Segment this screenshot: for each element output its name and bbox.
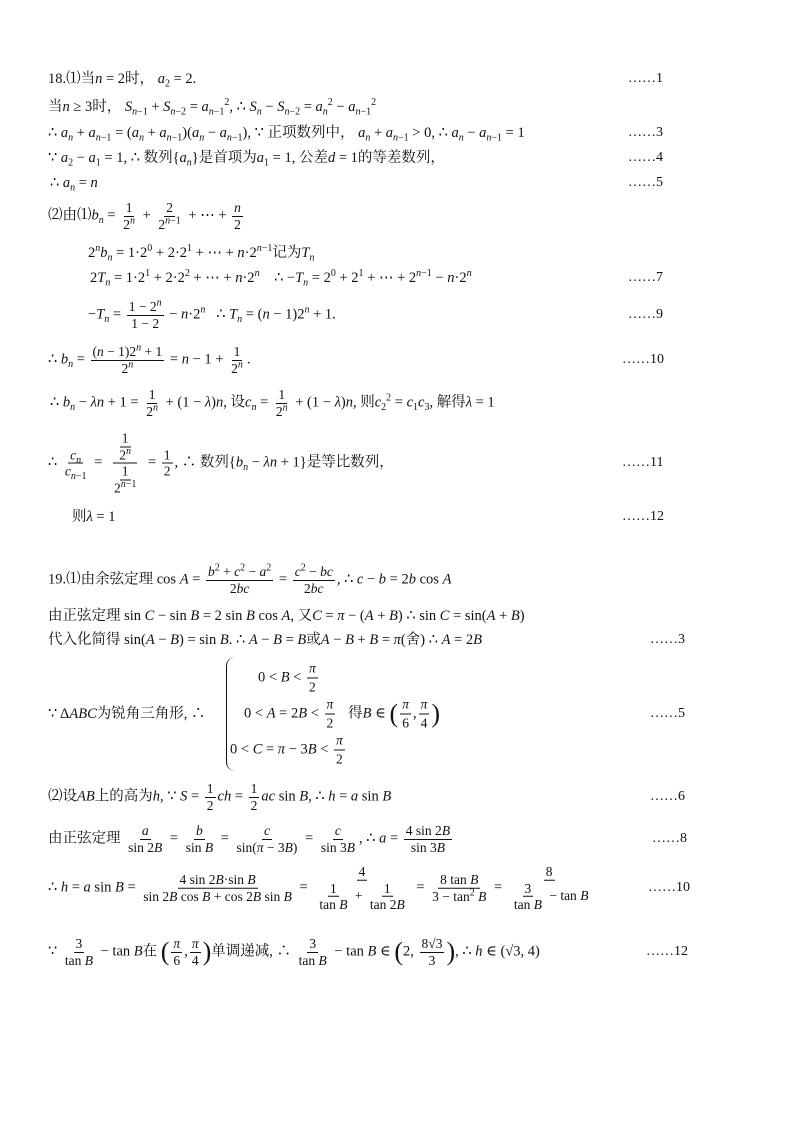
- score-t5: ……5: [650, 706, 685, 721]
- p18-line-6: ⑵由$⑴b_n$ = $\frac{1}{2^n}$ + $\frac{2}{2^{n-1}}$ + ⋯ + $\frac{n}{2}$: [48, 200, 241, 232]
- p19-line-1: 19.⑴由余弦定理 cos A = $\frac{b^2 + c^2 - a^2}{2bc}$ = $\frac{c^2 - bc}{2bc}$ , ∴ c − b = 2b cos A: [48, 562, 452, 596]
- score-1: ……1: [628, 71, 663, 86]
- system-row-3: 0 < C = π − 3B < $\frac{\pi}{2}$: [230, 732, 343, 767]
- p18-line-9: $-T_n$ = $\frac{1 - 2^n}{1 - 2}$ − $n\cdot 2^n$ ∴ $T_n = (n - 1)2^n + 1$.: [88, 297, 336, 331]
- p18-line-2: 当n ≥ 3时， $S_{n-1} + S_{n-2} = a_{n-1}^2$, ∴ $S_n - S_{n-2} = a_n^2 - a_{n-1}^2$: [48, 96, 377, 118]
- p19-line-5: ⑵设AB上的高为h, ∵ S = $\frac{1}{2}$ ch = $\frac{1}{2}$ ac sin B, ∴ h = a sin B: [48, 781, 392, 813]
- p19-line-2: 由正弦定理 sin C − sin B = 2 sin B cos A, 又C = π − (A + B) ∴ sin C = sin(A + B): [48, 607, 525, 624]
- p18-line-11: ∴ $b_n - \lambda n + 1$ = $\frac{1}{2^n}$ + (1 − λ)n, 设$c_n$ = $\frac{1}{2^n}$ + (1 − λ)n, 则$c_2^2 = c_1c_3$, 解得λ = 1: [50, 387, 495, 419]
- score-10: ……10: [622, 352, 664, 367]
- p19-line-8: ∵ $\frac{3}{\text{tan B}}$ − tan B在 ( $\frac{\pi}{6}$ , $\frac{\pi}{4}$ )单调递减, ∴ $\frac{3}{\text{tan B}}$ − tan B ∈ (2, $\frac{8√3}{3}$ ), ∴ h ∈ (√3, 4): [48, 936, 540, 968]
- p19-line-3: 代入化简得 sin(A − B) = sin B. ∴ A − B = B或A − B + B = π(舍) ∴ A = 2B: [48, 631, 482, 648]
- score-t10: ……10: [648, 880, 690, 895]
- score-t6: ……6: [650, 789, 685, 804]
- score-7: ……7: [628, 270, 663, 285]
- system-row-1: 0 < B < $\frac{\pi}{2}$: [258, 660, 316, 695]
- score-3: ……3: [628, 125, 663, 140]
- p18-line-10: ∴ $b_n$ = $\frac{(n - 1)2^n + 1}{2^n}$ = n − 1 + $\frac{1}{2^n}$ .: [48, 342, 251, 376]
- score-5: ……5: [628, 175, 663, 190]
- score-t12: ……12: [646, 944, 688, 959]
- score-9: ……9: [628, 307, 663, 322]
- p18-line-12: ∴ $\frac{c_n}{c_{n-1}}$ = $\frac{\frac{1}{2^n}}{\frac{1}{2^{n-1}}}$ = $\frac{1}{2}$ , ∴ 数列$\{b_n - \lambda n + 1\}$是等比数列，: [48, 430, 394, 495]
- score-t3: ……3: [650, 632, 685, 647]
- score-12: ……12: [622, 509, 664, 524]
- p19-line-7: ∴ h = a sin B = $\frac{\text{4 sin 2B·sin B}}{\text{sin 2B cos B + cos 2B sin B}}$ = 4 $\frac{1}{\text{tan B}}$ + $\frac{1}{\tan 2B}$ = $\frac{\text{8 tan B}}{3 - \tan^2 B}$ = 8 $\frac{3}{\text{tan B}}$ − tan B: [48, 863, 589, 912]
- p18-line-1: 18.⑴当n = 2时， $a_2 = 2$.: [48, 70, 197, 90]
- system-row-2: 0 < A = 2B < $\frac{\pi}{2}$ 得B ∈ ( $\frac{\pi}{6}$ , $\frac{\pi}{4}$ ): [244, 696, 441, 731]
- score-11: ……11: [622, 455, 664, 470]
- p18-line-8: $2T_n = 1\cdot 2^1 + 2\cdot 2^2$ + ⋯ + $n\cdot 2^n$ ∴ $-T_n = 2^0 + 2^1$ + ⋯ + $2^{n-1} - n\cdot 2^n$: [90, 267, 472, 289]
- p19-line-6: 由正弦定理 $\frac{a}{\sin 2B}$ = $\frac{b}{\text{sin B}}$ = $\frac{c}{\sin(\pi - 3B)}$ = $\frac{c}{\sin 3B}$ , ∴ a = $\frac{4 \sin 2B}{\sin 3B}$: [48, 823, 451, 855]
- p18-line-5: ∴ $a_n = n$: [50, 174, 98, 194]
- p18-line-3: ∴ $a_n + a_{n-1} = (a_n + a_{n-1})(a_n - a_{n-1})$, ∵ 正项数列中， $a_n + a_{n-1} > 0$, ∴ $a_n - a_{n-1} = 1$: [48, 124, 525, 144]
- score-t8: ……8: [652, 831, 687, 846]
- score-4: ……4: [628, 150, 663, 165]
- p18-line-7: $2^nb_n = 1\cdot 2^0 + 2\cdot 2^1$ + ⋯ + $n\cdot 2^{n-1}$记为$T_n$: [88, 242, 315, 264]
- p19-line-4a: ∵ ΔABC为锐角三角形, ∴: [48, 705, 206, 722]
- p18-line-4: ∵ $a_2 - a_1 = 1$, ∴ 数列$\{a_n\}$是首项为$a_1 = 1$, 公差d = 1的等差数列，: [48, 149, 445, 169]
- p18-line-13: 则λ = 1: [72, 508, 116, 525]
